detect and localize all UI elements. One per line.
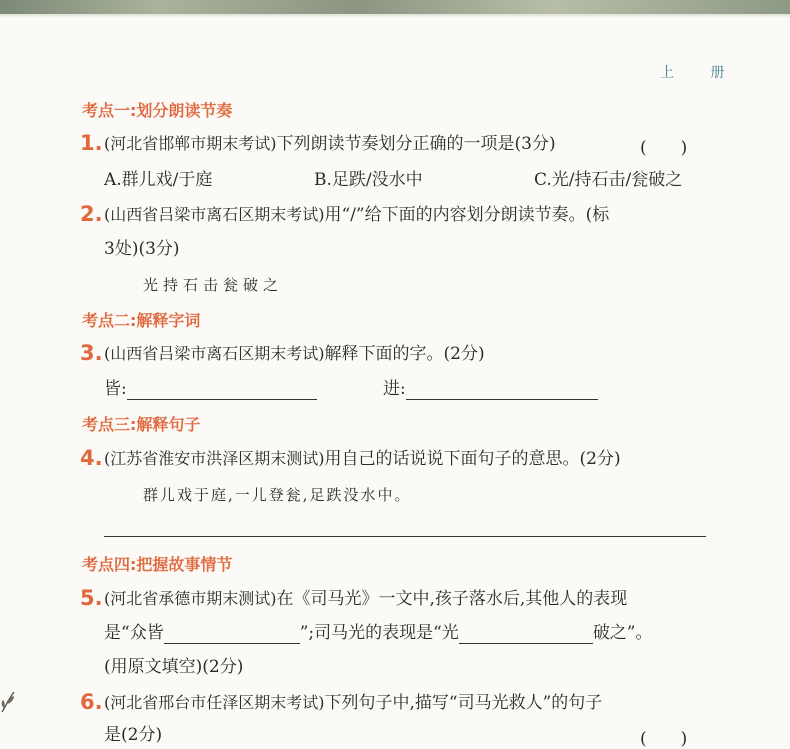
term-1-label: 皆: <box>104 379 127 399</box>
section-heading-1: 考点一:划分朗读节奏 <box>82 101 233 120</box>
option-b[interactable]: B.足跌/没水中 <box>314 170 423 190</box>
term-2-row <box>383 378 598 400</box>
leaf-icon <box>0 688 18 714</box>
answer-parentheses-6[interactable]: ( ) <box>640 729 688 749</box>
question-source: (江苏省淮安市洪泽区期末测试) <box>104 449 325 468</box>
option-a[interactable]: A.群儿戏/于庭 <box>104 170 213 190</box>
answer-line-4[interactable] <box>104 536 706 537</box>
question-number-6: 6. <box>80 690 103 714</box>
question-number-3: 3. <box>80 341 103 365</box>
question-5-note: (用原文填空)(2分) <box>104 657 244 677</box>
option-c[interactable]: C.光/持石击/瓮破之 <box>534 170 683 190</box>
question-2-stem-cont: 3处)(3分) <box>104 239 180 259</box>
quote-text-2: 光持石击瓮破之 <box>143 276 284 294</box>
fill-text-a: 是“众皆 <box>104 623 164 643</box>
question-number-4: 4. <box>80 446 103 470</box>
fill-blank-1[interactable] <box>127 381 317 400</box>
question-2-stem <box>104 204 609 226</box>
question-text: 用“/”给下面的内容划分朗读节奏。(标 <box>324 205 610 225</box>
fill-blank-2[interactable] <box>406 381 598 400</box>
question-source: (山西省吕梁市离石区期末考试) <box>104 205 325 224</box>
fill-text-c: 破之”。 <box>592 623 653 643</box>
section-heading-4: 考点四:把握故事情节 <box>82 555 233 574</box>
question-text: 用自己的话说说下面句子的意思。(2分) <box>324 449 621 469</box>
question-text: 在《司马光》一文中,孩子落水后,其他人的表现 <box>276 589 628 609</box>
term-1-row <box>104 378 317 400</box>
question-number-5: 5. <box>80 586 103 610</box>
question-text: 解释下面的字。(2分) <box>324 344 485 364</box>
question-3-stem <box>104 343 485 365</box>
question-number-1: 1. <box>80 131 103 155</box>
question-text: 下列朗读节奏划分正确的一项是(3分) <box>276 134 556 154</box>
term-2-label: 进: <box>383 379 406 399</box>
question-source: (河北省邢台市任泽区期末考试) <box>104 693 325 712</box>
question-source: (河北省邯郸市期末考试) <box>104 134 277 153</box>
question-6-stem <box>104 692 602 714</box>
question-1-stem <box>104 133 556 155</box>
question-4-stem <box>104 448 621 470</box>
question-text: 下列句子中,描写“司马光救人”的句子 <box>324 693 603 713</box>
fill-blank-5b[interactable] <box>459 625 593 644</box>
question-5-stem <box>104 588 627 610</box>
question-source: (河北省承德市期末测试) <box>104 589 277 608</box>
top-decorative-strip <box>0 0 790 14</box>
answer-parentheses-1[interactable]: ( ) <box>640 138 688 158</box>
question-source: (山西省吕梁市离石区期末考试) <box>104 344 325 363</box>
quote-text-4: 群儿戏于庭,一儿登瓮,足跌没水中。 <box>143 486 412 504</box>
question-number-2: 2. <box>80 202 103 226</box>
question-6-stem-cont: 是(2分) <box>104 725 163 745</box>
fill-blank-5a[interactable] <box>164 625 300 644</box>
fill-text-b: ”;司马光的表现是“光 <box>299 623 459 643</box>
section-heading-2: 考点二:解释字词 <box>82 311 201 330</box>
book-volume-label: 上 册 <box>660 65 741 81</box>
question-5-fill-row <box>104 622 653 644</box>
section-heading-3: 考点三:解释句子 <box>82 415 201 434</box>
